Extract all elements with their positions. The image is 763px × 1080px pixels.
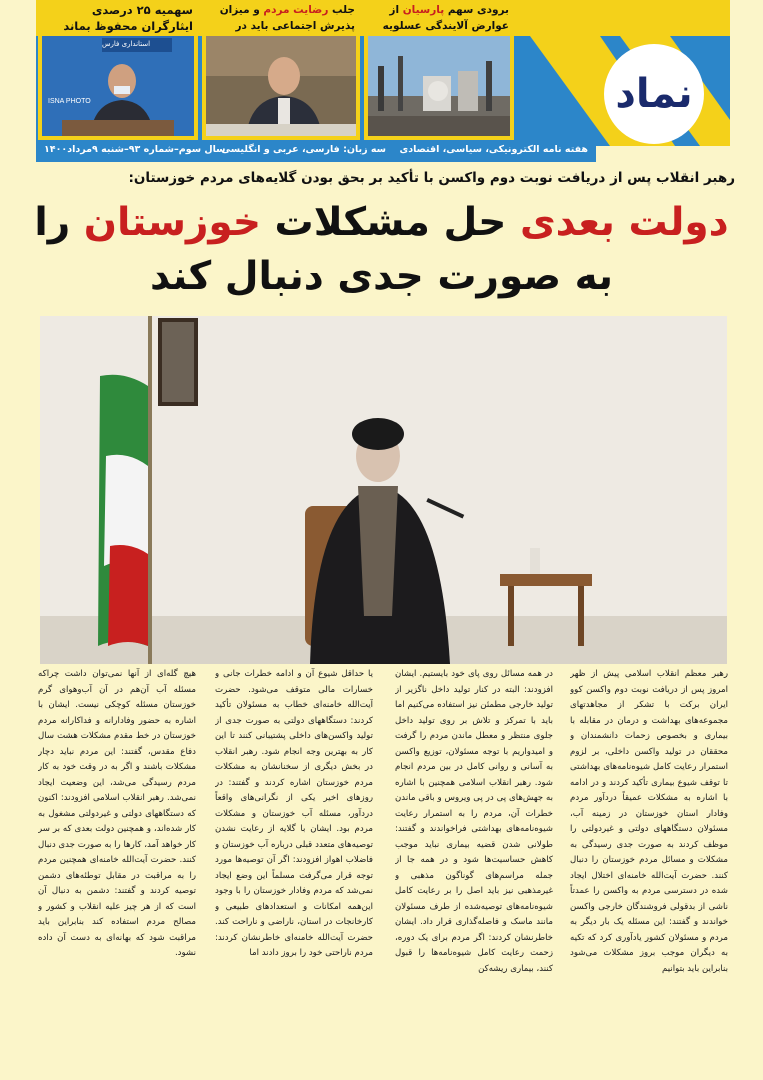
official-portrait-photo	[206, 36, 356, 136]
teaser-refinery-caption: برودی سهم پارسیان از عوارض آلایندگی عسلویه	[382, 4, 509, 32]
headline-highlight-2: خوزستان	[83, 200, 261, 245]
languages: سه زبان: فارسی، عربی و انگلیسی	[221, 144, 386, 155]
teaser-highlight: رضایت مردم	[263, 4, 329, 16]
issue-number: سال سوم–شماره ۹۳–شنبه ۹مرداد۱۴۰۰	[44, 144, 226, 155]
article-column-1: رهبر معظم انقلاب اسلامی پیش از ظهر امروز پس از دریافت نوبت دوم واکسن کوو ایران برکت با تشکر از مجاهدتهای مجموعه‌های بهداشت و درمان در مقابله با بیماری و بخصوص زحمات دانشمندان و محققان در تولید واکسن داخلی، بر لزوم استمرار رعایت کامل شیوه‌نامه‌های بهداشتی تا توقف شیوع بیماری تأکید کردند و در ادامه با اشاره به مشکلات عمیقاً دردآور مردم وفادار استان خوزستان در زمینه آب، مسئولان دستگاههای دولتی و غیردولتی را موظف کردند به صورت جدی رسیدگی به مشکلات و مسائل مردم خوزستان را دنبال کنند. حضرت آیت‌الله خامنه‌ای اختلال ایجاد شده در دسترسی مردم به واکسن را عمدتاً ناشی از بدقولی فروشندگان خارجی واکسن خواندند و گفتند: این مسئله یک بار دیگر به مردم و مسئولان کشور یادآوری کرد که تکیه به دیگران موجب بروز مشکلات می‌شود بنابراین باید بتوانیم	[570, 669, 728, 974]
headline-line-2: به صورت جدی دنبال کند	[150, 254, 613, 299]
headline-text-1: حل مشکلات	[260, 200, 520, 245]
article-column-4: هیچ گله‌ای از آنها نمی‌توان داشت چراکه مسئله آب آن‌هم در آن آب‌وهوای گرم خوزستان مسئله کوچکی نیست. ایشان با اشاره به حضور وفادارانه و فداکارانه مردم خوزستان در خط مقدم مشکلات هشت سال دفاع مقدس، گفتند: این مردم نباید دچار مشکلات باشند و اگر به در وقت خود به کار مردم رسیدگی می‌شد، این وضعیت ایجاد نمی‌شد. رهبر انقلاب اسلامی افزودند: اکنون که دستگاههای دولتی و غیردولتی مشغول به کار شده‌اند، و همچنین دولت بعدی که بر سر کار خواهد آمد، کارها را به صورت جدی دنبال کنند. حضرت آیت‌الله خامنه‌ای همچنین مردم را به مراقبت در مقابل توطئه‌های دشمن توصیه کردند و گفتند: دشمن به دنبال آن است که از هر چیز علیه انقلاب و کشور و مصالح مردم استفاده کند بنابراین باید مراقبت شود که بهانه‌ای به دست آن داده نشود.	[38, 669, 196, 958]
refinery-photo	[368, 36, 510, 136]
isna-watermark: ISNA PHOTO	[48, 98, 91, 105]
article-column-3: یا حداقل شیوع آن و ادامه خطرات جانی و خسارات مالی متوقف می‌شود. حضرت آیت‌الله خامنه‌ای خطاب به مسئولان تأکید کردند: دستگاههای دولتی به صورت جدی از تولید واکسن‌های داخلی پشتیبانی کنند تا این کار به بهترین وجه انجام شود. رهبر انقلاب در بخش دیگری از سخنانشان به مشکلات مردم خوزستان اشاره کردند و گفتند: در روزهای اخیر یکی از نگرانی‌های واقعاً دردآور، مسئله آب خوزستان و مشکلات مردم بود. ایشان با گلایه از رعایت نشدن توصیه‌های متعدد قبلی درباره آب خوزستان و فاضلاب اهواز افزودند: اگر آن توصیه‌ها مورد توجه قرار می‌گرفت مسلماً این وضع ایجاد نمی‌شد که مردم وفادار خوزستان را با وجود این‌همه امکانات و استعدادهای طبیعی و کارخانجات در استان، ناراضی و ناراحت کند. حضرت آیت‌الله خامنه‌ای خاطرنشان کردند: مردم ناراحتی خود را بروز دادند اما	[215, 669, 373, 958]
logo-text: نماد	[615, 71, 693, 117]
headline-line-1	[20, 196, 743, 250]
governor-photo	[42, 36, 194, 136]
teaser-highlight: پارسیان	[402, 4, 445, 16]
newspaper-logo[interactable]	[604, 44, 704, 144]
headline-highlight-1: دولت بعدی	[519, 200, 729, 245]
teaser-quota-caption: سهمیه ۲۵ درصدی ایثارگران محفوظ بماند	[63, 3, 193, 33]
tagline: هفته نامه الکترونیکی، سیاسی، اقتصادی	[399, 144, 588, 155]
photo-banner-text: استانداری فارس	[102, 40, 151, 48]
teaser-quota[interactable]	[38, 0, 198, 140]
teaser-parliament-caption: جلب رضایت مردم و میزان پذیرش اجتماعی باید در	[219, 4, 355, 32]
kicker: رهبر انقلاب پس از دریافت نوبت دوم واکسن با تأکید بر بحق بودن گلایه‌های مردم خوزستان:	[128, 170, 735, 186]
teaser-refinery[interactable]	[364, 0, 514, 140]
main-photo[interactable]	[40, 316, 727, 664]
teaser-parliament[interactable]	[202, 0, 360, 140]
article-column-2: در همه مسائل روی پای خود بایستیم. ایشان افزودند: البته در کنار تولید داخل ناگزیر از تولید خارجی مطمئن نیز استفاده می‌کنیم اما باید با تمرکز و تلاش بر روی تولید داخل جلوی منتظر و معطل ماندن مردم را گرفت و امیدواریم با توجه مسئولان، توزیع واکسن به آسانی و روانی کامل در بین مردم انجام شود. رهبر انقلاب اسلامی همچنین با اشاره به جهش‌های پی در پی ویروس و باقی ماندن خطرات آن، مردم را به استمرار رعایت شیوه‌نامه‌های بهداشتی فراخواندند و گفتند: طولانی شدن قضیه بیماری نباید موجب کاهش حساسیت‌ها شود و در همه جا از جمله مراسم‌های گوناگون مذهبی و غیرمذهبی نیز باید اصل را بر رعایت کامل شیوه‌نامه‌های توصیه‌شده از طرف مسئولان مانند ماسک و فاصله‌گذاری قرار داد. ایشان خاطرنشان کردند: اگر مردم برای یک دوره، زحمت رعایت کامل شیوه‌نامه‌ها را قبول کنند، بیماری ریشه‌کن	[395, 669, 553, 974]
issue-info-bar	[36, 140, 596, 162]
headline-text-2: را	[34, 200, 84, 245]
headline	[20, 196, 743, 304]
